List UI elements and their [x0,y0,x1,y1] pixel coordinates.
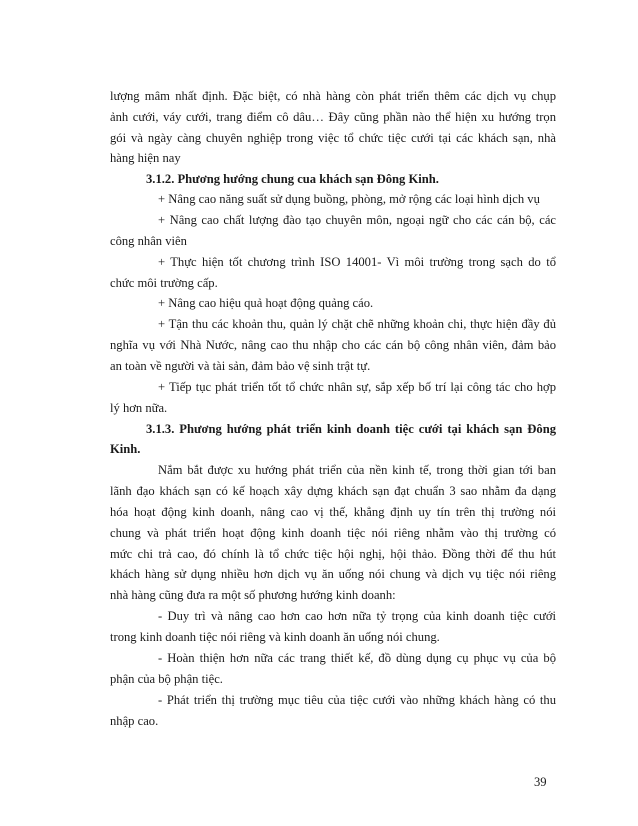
text-line: gói và ngày càng chuyên nghiệp trong việc tổ chức tiệc cưới tại các khách sạn, nhà [110,131,556,145]
text-line: khách hàng sử dụng nhiều hơn dịch vụ ăn uống nói chung và dịch vụ tiệc nói riêng [110,567,556,581]
text-line: lãnh đạo khách sạn có kế hoạch xây dựng khách sạn đạt chuẩn 3 sao nhằm đa dạng [110,484,556,498]
text-line: chung và phát triển hoạt động kinh doanh tiệc nói riêng nhằm vào thị trường có [110,526,556,540]
text-line: ảnh cưới, váy cưới, trang điểm cô dâu… Đây cũng phần nào thể hiện xu hướng trọn [110,110,556,124]
text-line: lý hơn nữa. [110,401,168,415]
text-line: nghĩa vụ với Nhà Nước, nâng cao thu nhập cho các cán bộ công nhân viên, đảm bảo [110,338,556,352]
section-heading-3-1-2: 3.1.2. Phương hướng chung cua khách sạn Đông Kinh. [146,172,439,186]
section-heading-3-1-3: 3.1.3. Phương hướng phát triển kinh doanh tiệc cưới tại khách sạn Đông [146,422,556,436]
text-line: phận của bộ phận tiệc. [110,672,223,686]
text-line: + Tận thu các khoản thu, quản lý chặt chẽ những khoản chi, thực hiện đầy đủ [158,317,556,331]
text-line: hàng hiện nay [110,151,181,165]
text-line: Nắm bắt được xu hướng phát triển của nền kinh tế, trong thời gian tới ban [158,463,556,477]
text-line: + Thực hiện tốt chương trình ISO 14001- Vì môi trường trong sạch do tổ [158,255,556,269]
text-line: - Hoàn thiện hơn nữa các trang thiết kế, đồ dùng dụng cụ phục vụ của bộ [158,651,556,665]
text-line: an toàn về người và tài sản, đảm bảo vệ sinh trật tự. [110,359,371,373]
text-line: mức chi trả cao, đó chính là tổ chức tiệc hội nghị, hội thảo. Đồng thời để thu hút [110,547,556,561]
text-line: - Duy trì và nâng cao hơn cao hơn nữa tỷ trọng của kinh doanh tiệc cưới [158,609,556,623]
text-line: công nhân viên [110,234,187,248]
section-heading-3-1-3-cont: Kinh. [110,442,141,456]
text-line: + Nâng cao hiệu quả hoạt động quảng cáo. [158,296,374,310]
text-line: chức môi trường cấp. [110,276,218,290]
text-line: nhập cao. [110,714,159,728]
text-line: + Nâng cao chất lượng đào tạo chuyên môn, ngoại ngữ cho các cán bộ, các [158,213,556,227]
text-line: nhà hàng cũng đưa ra một số phương hướng kinh doanh: [110,588,396,602]
text-line: trong kinh doanh tiệc nói riêng và kinh doanh ăn uống nói chung. [110,630,440,644]
page-number: 39 [534,775,547,789]
text-line: - Phát triển thị trường mục tiêu của tiệc cưới vào những khách hàng có thu [158,693,556,707]
text-line: hóa hoạt động kinh doanh, nâng cao vị thế, khẳng định uy tín trên thị trường nói [110,505,556,519]
text-line: lượng mâm nhất định. Đặc biệt, có nhà hàng còn phát triển thêm các dịch vụ chụp [110,89,556,103]
text-line: + Tiếp tục phát triển tốt tổ chức nhân sự, sắp xếp bố trí lại công tác cho hợp [158,380,556,394]
text-line: + Nâng cao năng suất sử dụng buồng, phòng, mở rộng các loại hình dịch vụ [158,192,540,206]
